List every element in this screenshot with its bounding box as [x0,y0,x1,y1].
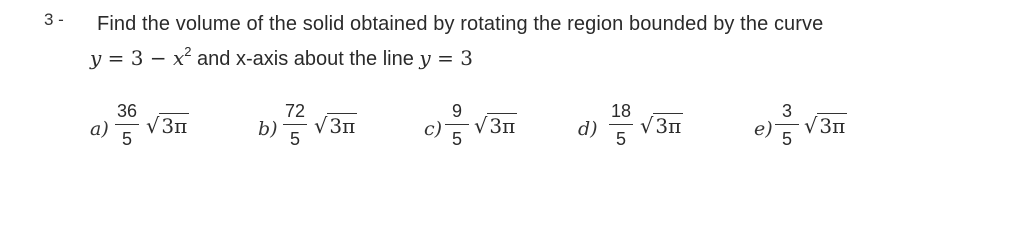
denominator: 5 [289,129,300,149]
choice-label: d) [578,118,598,140]
radicand: 3π [819,114,846,138]
fraction-bar [283,124,307,125]
sqrt-icon: √ [804,114,818,138]
question-number: 3 - [44,10,64,29]
radicand: 3π [655,114,682,138]
radical [640,114,683,138]
sqrt-icon: √ [314,114,328,138]
denominator: 5 [615,129,626,149]
fraction-bar [609,124,633,125]
var-y: y [90,46,102,70]
radical [146,114,189,138]
exponent: 2 [184,44,192,59]
radicand: 3π [489,114,516,138]
equation-part-2: = 3 [430,46,473,70]
numerator: 36 [116,101,138,121]
equation-part: = 3 − [101,46,173,70]
choice-label: b) [258,118,278,140]
radical [804,114,847,138]
choice-label: a) [90,118,109,140]
fraction [608,100,634,150]
fraction [774,100,800,150]
sqrt-icon: √ [474,114,488,138]
fraction [114,100,140,150]
fraction-bar [775,124,799,125]
numerator: 72 [284,101,306,121]
fraction-bar [115,124,139,125]
radicand: 3π [329,114,356,138]
var-y-line: y [419,46,431,70]
question-text-line2 [90,44,473,71]
fraction [282,100,308,150]
numerator: 9 [451,101,462,121]
choice-label: c) [424,118,443,140]
numerator: 3 [781,101,792,121]
fraction [444,100,470,150]
denominator: 5 [451,129,462,149]
choice-label: e) [754,118,773,140]
denominator: 5 [121,129,132,149]
question-text-line1: Find the volume of the solid obtained by rotating the region bounded by the curve [97,13,824,35]
denominator: 5 [781,129,792,149]
line2-text: and x-axis about the line [191,48,420,70]
radicand: 3π [161,114,188,138]
radical [314,114,357,138]
sqrt-icon: √ [640,114,654,138]
sqrt-icon: √ [146,114,160,138]
radical [474,114,517,138]
fraction-bar [445,124,469,125]
numerator: 18 [610,101,632,121]
var-x: x [172,46,185,70]
